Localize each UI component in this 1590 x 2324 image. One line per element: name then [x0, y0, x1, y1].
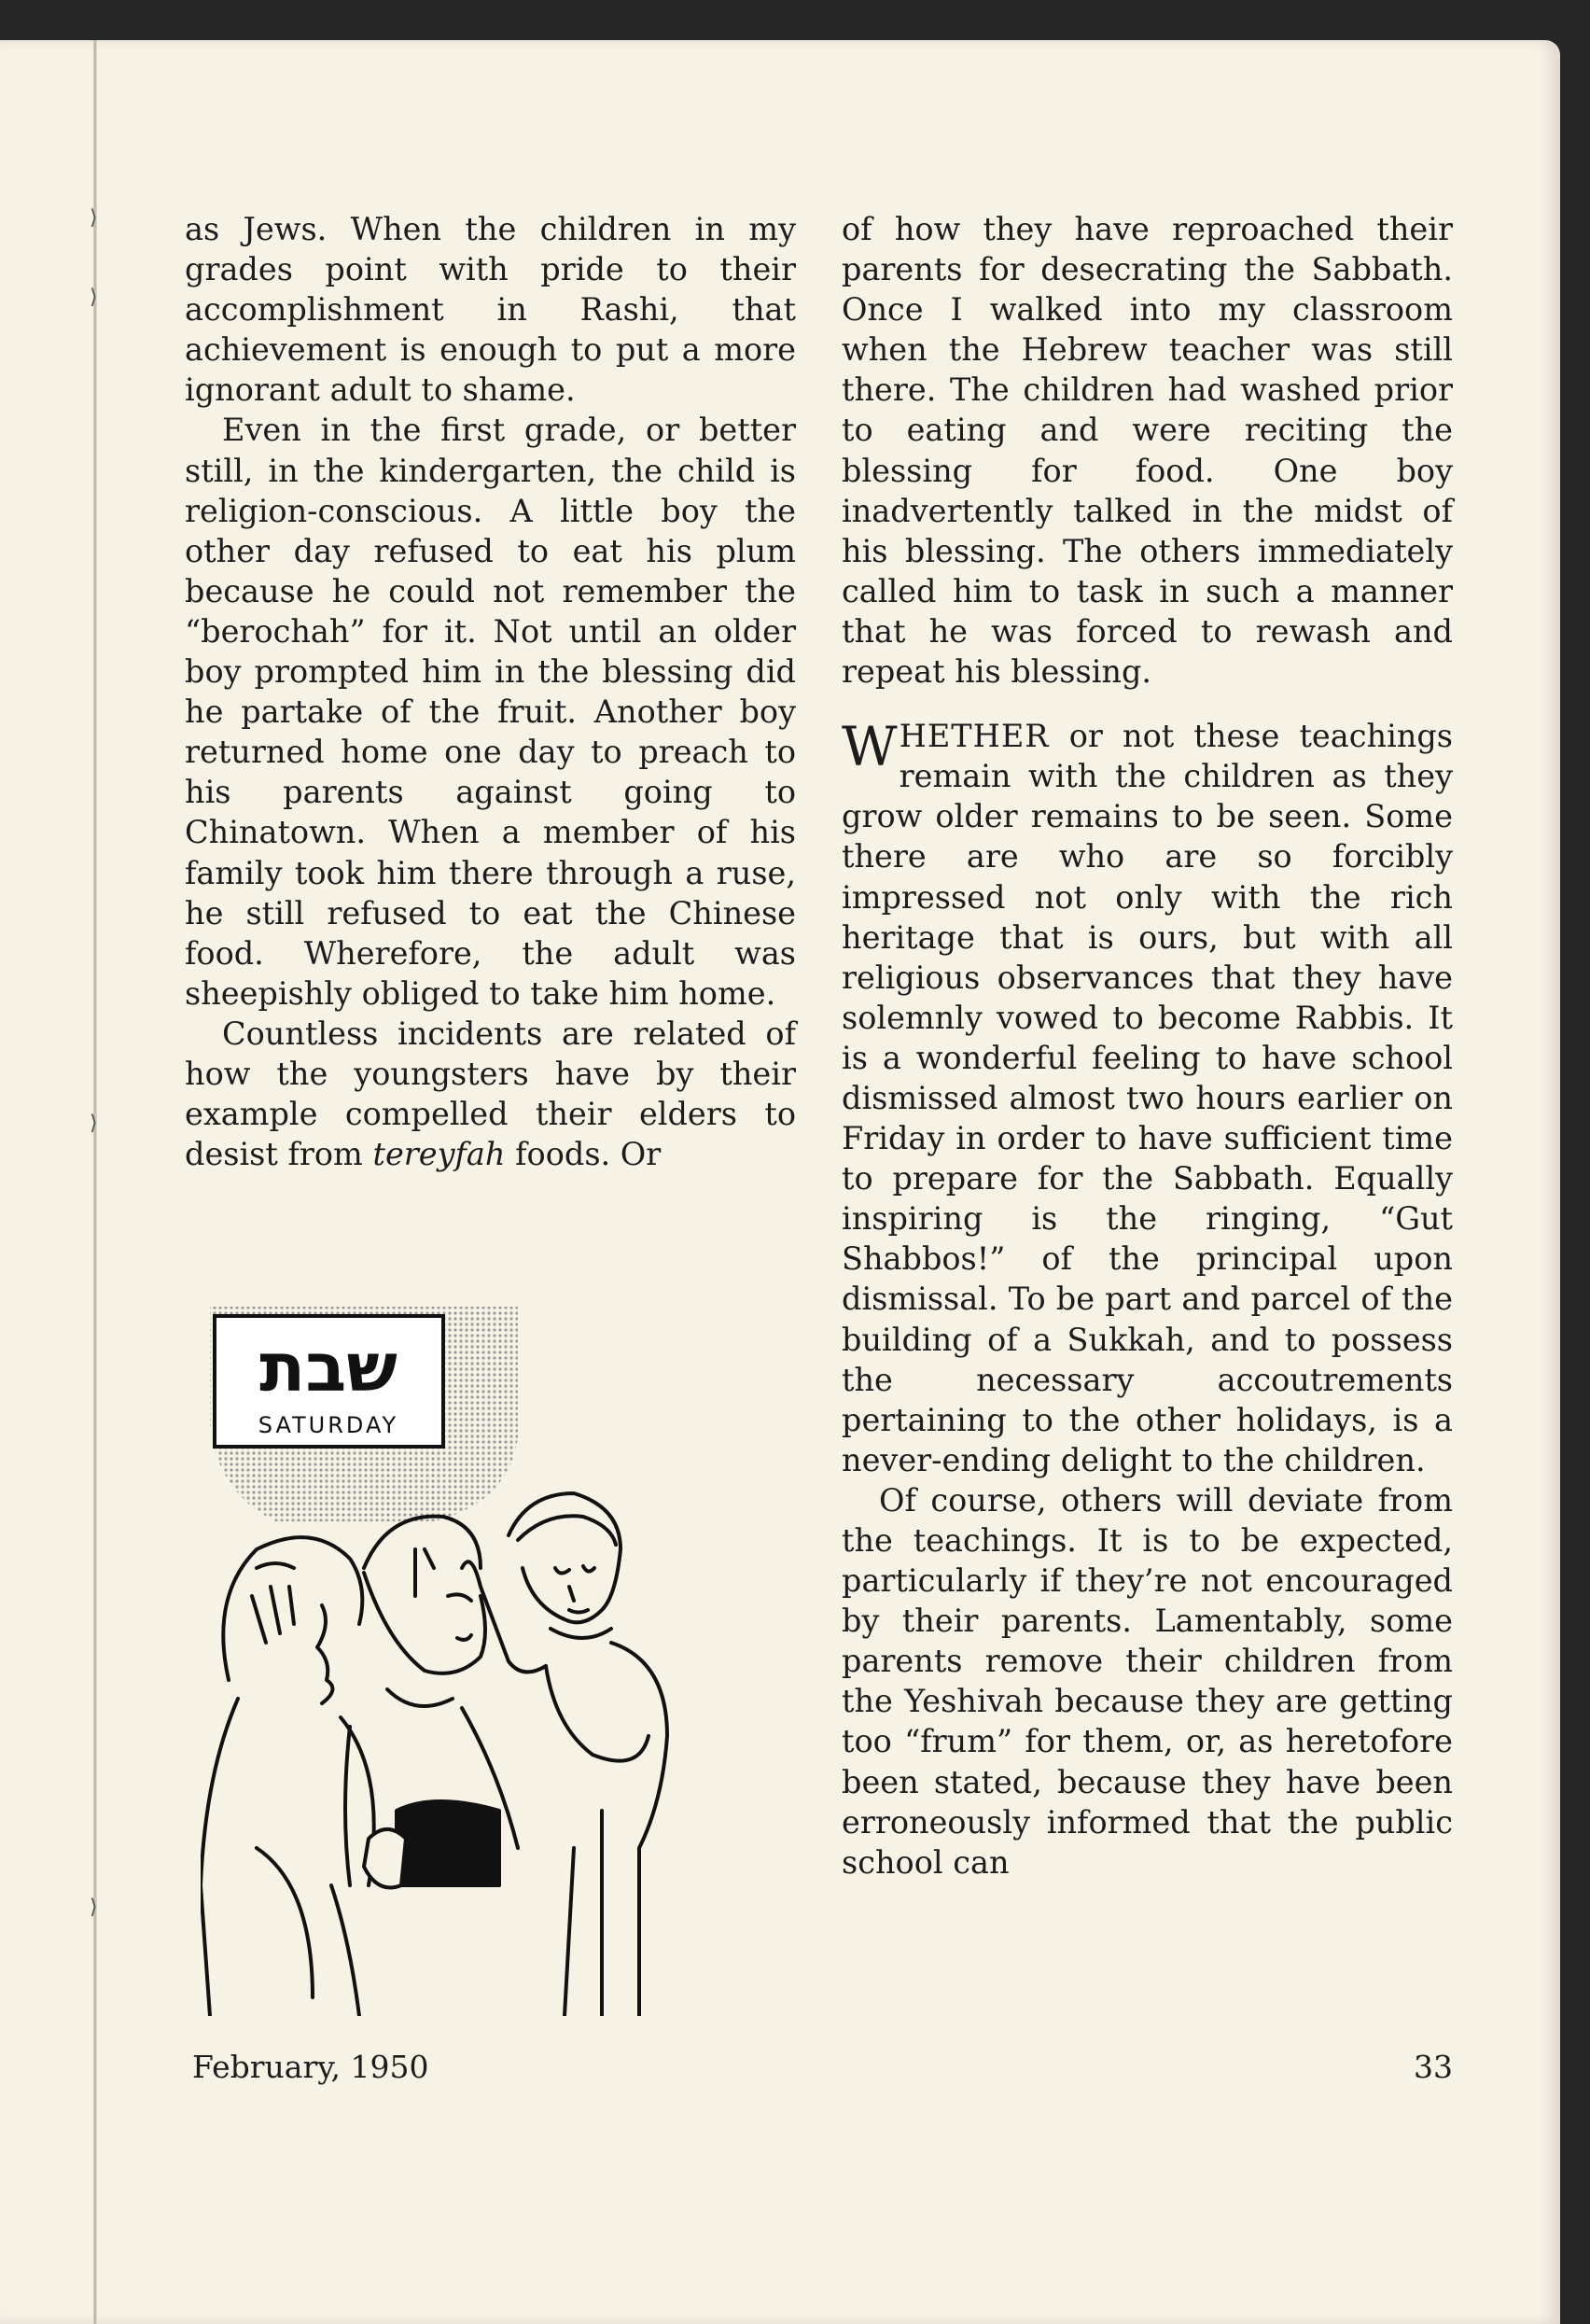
page-number: 33: [1414, 2049, 1453, 2085]
text-run: or not these teachings remain with the children as they grow older remains to be seen. Some there are who are so forcibly impressed not only with the rich heritage that is ours, but with all religious observances that they have solemnly vowed to become Rabbis. It is a wonderful feeling to have school dismissed almost two hours earlier on Friday in order to have sufficient time to prepare for the Sabbath. Equally inspiring is the ringing, “Gut Shabbos!” of the principal upon dismissal. To be part and parcel of the building of a Sukkah, and to possess the necessary accoutrements pertaining to the other holidays, is a never-ending delight to the children.: [842, 718, 1453, 1478]
binding-mark: ⟩: [90, 286, 98, 309]
paragraph: as Jews. When the children in my grades point with pride to their accomplishment in Rashi, that achievement is enough to put a more ignorant adult to shame.: [185, 211, 796, 409]
small-caps-lead: HETHER: [899, 718, 1050, 755]
left-text-column: [185, 209, 796, 1174]
text-run: foods. Or: [505, 1136, 662, 1173]
binding-mark: ⟩: [90, 1896, 98, 1919]
paragraph: Of course, others will deviate from the teachings. It is to be expected, particularly if they’re not encouraged by their parents. Lamentably, some parents remove their children from the Yeshivah because they are getting too “frum” for them, or, as heretofore been stated, because they have been erroneously informed that the public school can: [842, 1481, 1453, 1881]
paragraph: [842, 716, 1453, 1480]
paragraph: [185, 1014, 796, 1174]
issue-date: February, 1950: [192, 2049, 429, 2085]
page-spine: [93, 40, 97, 2324]
italic-term: tereyfah: [372, 1136, 506, 1173]
paragraph: Even in the first grade, or better still, in the kindergarten, the child is religion-conscious. A little boy the other day refused to eat his plum because he could not remember the “berochah” for it. Not until an older boy prompted him in the blessing did he partake of the fruit. Another boy returned home one day to preach to his parents against going to Chinatown. When a member of his family took him there through a ruse, he still refused to eat the Chinese food. Wherefore, the adult was sheepishly obliged to take him home.: [185, 412, 796, 1012]
paragraph: of how they have reproached their parents for desecrating the Sabbath. Once I walked into my classroom when the Hebrew teacher was still there. The children had washed prior to eating and were reciting the blessing for food. One boy inadvertently talked in the midst of his blessing. The others immediately called him to task in such a manner that he was forced to rewash and repeat his blessing.: [842, 211, 1453, 691]
text-run: Countless incidents are related of how the youngsters have by their example compelled their elders to desist from: [185, 1015, 796, 1173]
drop-cap: W: [842, 715, 898, 779]
sign-english-text: SATURDAY: [258, 1412, 399, 1438]
binding-mark: ⟩: [90, 206, 98, 230]
sign-hebrew-text: שבת: [259, 1328, 398, 1407]
binding-mark: ⟩: [90, 1112, 98, 1135]
right-text-column: [842, 209, 1453, 1883]
shabbat-illustration: [201, 1288, 779, 2016]
